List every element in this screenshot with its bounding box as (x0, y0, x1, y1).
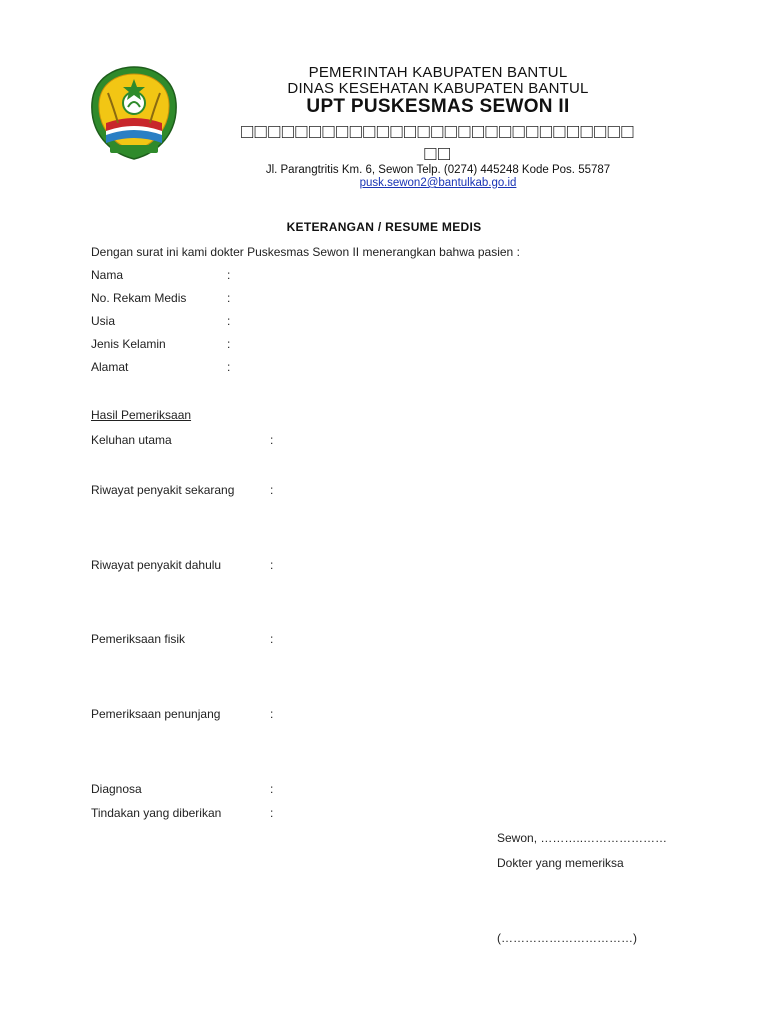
header-government: PEMERINTAH KABUPATEN BANTUL (308, 64, 568, 81)
field-sep-pemeriksaan-fisik: : (270, 632, 274, 646)
field-sep-jenis-kelamin: : (227, 337, 231, 351)
header-address: Jl. Parangtritis Km. 6, Sewon Telp. (0274) 445248 Kode Pos. 55787 (265, 164, 611, 176)
intro-text: Dengan surat ini kami dokter Puskesmas Sewon II menerangkan bahwa pasien : (91, 245, 520, 259)
signature-name-line: (……………………………) (497, 931, 637, 945)
field-label-tindakan: Tindakan yang diberikan (91, 806, 222, 820)
signature-role: Dokter yang memeriksa (497, 856, 624, 870)
field-sep-keluhan-utama: : (270, 433, 274, 447)
field-sep-tindakan: : (270, 806, 274, 820)
field-label-pemeriksaan-penunjang: Pemeriksaan penunjang (91, 707, 221, 721)
field-sep-riwayat-dahulu: : (270, 558, 274, 572)
field-label-riwayat-dahulu: Riwayat penyakit dahulu (91, 558, 222, 572)
field-sep-alamat: : (227, 360, 231, 374)
header-glyph-row-2: □□ (424, 143, 452, 165)
bantul-regency-seal-icon (88, 63, 180, 161)
field-label-pemeriksaan-fisik: Pemeriksaan fisik (91, 632, 186, 646)
header-email-link[interactable]: pusk.sewon2@bantulkab.go.id (359, 177, 517, 189)
field-sep-no-rekam-medis: : (227, 291, 231, 305)
field-label-no-rekam-medis: No. Rekam Medis (91, 291, 187, 305)
field-label-keluhan-utama: Keluhan utama (91, 433, 172, 447)
signature-place-date: Sewon, ………..………………… (497, 831, 668, 845)
field-label-usia: Usia (91, 314, 116, 328)
field-label-diagnosa: Diagnosa (91, 782, 142, 796)
field-sep-riwayat-sekarang: : (270, 483, 274, 497)
header-department: DINAS KESEHATAN KABUPATEN BANTUL (287, 80, 589, 97)
field-sep-usia: : (227, 314, 231, 328)
field-label-alamat: Alamat (91, 360, 129, 374)
header-institution: UPT PUSKESMAS SEWON II (306, 96, 570, 117)
field-sep-nama: : (227, 268, 231, 282)
field-label-nama: Nama (91, 268, 124, 282)
document-title: KETERANGAN / RESUME MEDIS (286, 220, 482, 234)
field-label-riwayat-sekarang: Riwayat penyakit sekarang (91, 483, 235, 497)
field-sep-pemeriksaan-penunjang: : (270, 707, 274, 721)
field-sep-diagnosa: : (270, 782, 274, 796)
header-glyph-row-1: □□□□□□□□□□□□□□□□□□□□□□□□□□□□□ (241, 121, 635, 143)
exam-heading: Hasil Pemeriksaan (91, 408, 192, 422)
field-label-jenis-kelamin: Jenis Kelamin (91, 337, 166, 351)
